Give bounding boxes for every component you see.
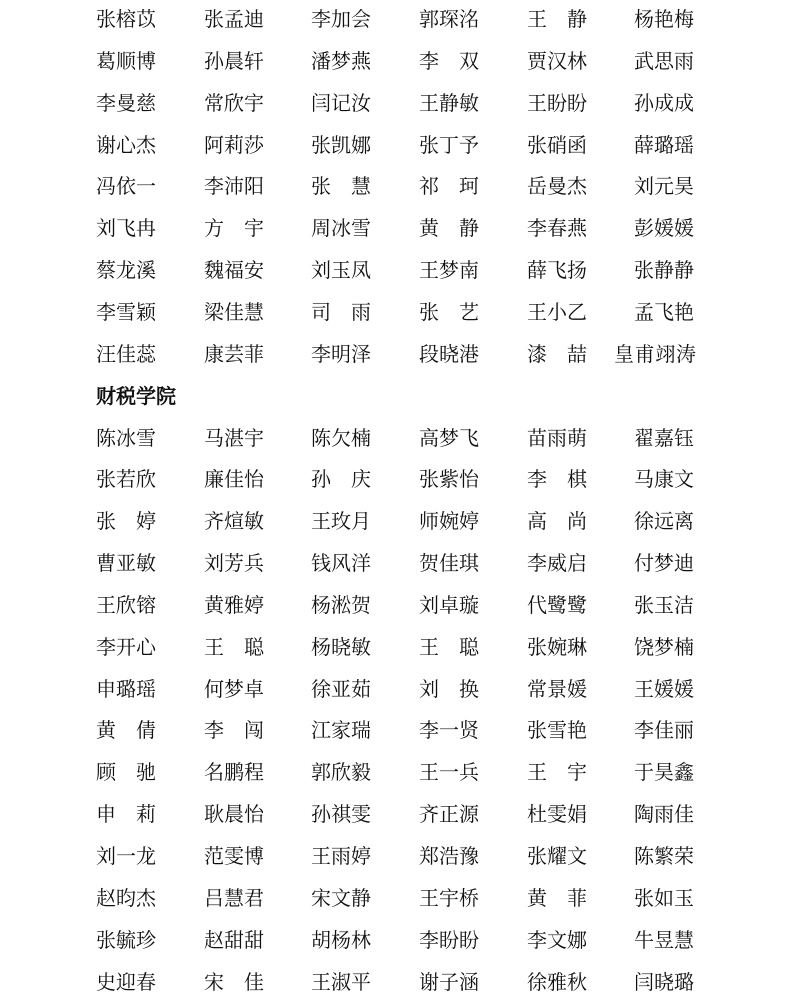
- person-name: 司雨: [311, 299, 371, 324]
- person-name: 黄静: [419, 216, 479, 241]
- person-name: 孙祺雯: [311, 802, 371, 827]
- person-name: 张耀文: [527, 844, 587, 868]
- person-name: 张孟迪: [204, 7, 264, 31]
- name-row: [0, 333, 800, 375]
- person-name: 李沛阳: [204, 174, 264, 199]
- person-name: 张如玉: [634, 885, 694, 910]
- person-name: 杨晓敏: [311, 634, 371, 659]
- person-name: 张榕苡: [96, 7, 156, 31]
- person-name: 顾驰: [96, 760, 156, 785]
- person-name: 蔡龙溪: [96, 258, 156, 283]
- person-name: 潘梦燕: [311, 48, 371, 73]
- name-row: [0, 291, 800, 333]
- person-name: 江家瑞: [311, 718, 371, 743]
- person-name: 王静: [527, 7, 587, 31]
- person-name: 张硝函: [527, 132, 587, 157]
- person-name: 李一贤: [419, 718, 479, 743]
- person-name: 陈冰雪: [96, 425, 156, 450]
- person-name: 刘一龙: [96, 844, 156, 868]
- person-name: 李春燕: [527, 216, 587, 241]
- person-name: 孙成成: [634, 90, 694, 115]
- person-name: 赵甜甜: [204, 927, 264, 952]
- person-name: 常景媛: [527, 676, 587, 701]
- person-name: 黄雅婷: [204, 592, 264, 617]
- person-name: 周冰雪: [311, 216, 371, 241]
- name-row: [0, 542, 800, 584]
- person-name: 康芸菲: [204, 341, 264, 366]
- person-name: 方宇: [204, 216, 264, 241]
- person-name: 齐煊敏: [204, 509, 264, 534]
- person-name: 申璐瑶: [96, 676, 156, 701]
- person-name: 赵昀杰: [96, 885, 156, 910]
- person-name: 张艺: [419, 299, 479, 324]
- person-name: 郑浩豫: [419, 844, 479, 868]
- person-name: 孙晨轩: [204, 48, 264, 73]
- person-name: 王小乙: [527, 299, 587, 324]
- person-name: 耿晨怡: [204, 802, 264, 827]
- person-name: 岳曼杰: [527, 174, 587, 199]
- name-row: [0, 165, 800, 207]
- name-row: [0, 751, 800, 793]
- person-name: 史迎春: [96, 969, 156, 994]
- person-name: 王梦南: [419, 258, 479, 283]
- person-name: 王玫月: [311, 509, 371, 534]
- person-name: 段晓港: [419, 341, 479, 366]
- person-name: 翟嘉钰: [634, 425, 694, 450]
- person-name: 王一兵: [419, 760, 479, 785]
- person-name: 代鹭鹭: [527, 592, 587, 617]
- person-name: 张婷: [96, 509, 156, 534]
- person-name: 张凯娜: [311, 132, 371, 157]
- name-row: [0, 40, 800, 82]
- person-name: 李双: [419, 48, 479, 73]
- person-name: 王盼盼: [527, 90, 587, 115]
- person-name: 皇甫翊涛: [614, 341, 696, 366]
- person-name: 张若欣: [96, 467, 156, 492]
- person-name: 刘玉凤: [311, 258, 371, 283]
- person-name: 郭欣毅: [311, 760, 371, 785]
- person-name: 刘换: [419, 676, 479, 701]
- person-name: 谢心杰: [96, 132, 156, 157]
- person-name: 李曼慈: [96, 90, 156, 115]
- person-name: 孙庆: [311, 467, 371, 492]
- name-row: [0, 458, 800, 500]
- name-row: [0, 584, 800, 626]
- person-name: 张婉琳: [527, 634, 587, 659]
- person-name: 李棋: [527, 467, 587, 492]
- person-name: 徐远离: [634, 509, 694, 534]
- person-name: 祁珂: [419, 174, 479, 199]
- person-name: 廉佳怡: [204, 467, 264, 492]
- name-row: [0, 417, 800, 459]
- person-name: 张雪艳: [527, 718, 587, 743]
- person-name: 阿莉莎: [204, 132, 264, 157]
- name-row: [0, 919, 800, 961]
- person-name: 杨艳梅: [634, 7, 694, 31]
- person-name: 苗雨萌: [527, 425, 587, 450]
- person-name: 常欣宇: [204, 90, 264, 115]
- name-row: [0, 626, 800, 668]
- name-row: [0, 124, 800, 166]
- person-name: 梁佳慧: [204, 299, 264, 324]
- person-name: 李威启: [527, 551, 587, 576]
- person-name: 李雪颖: [96, 299, 156, 324]
- person-name: 高尚: [527, 509, 587, 534]
- name-row: [0, 961, 800, 1003]
- person-name: 汪佳蕊: [96, 341, 156, 366]
- person-name: 钱风洋: [311, 551, 371, 576]
- person-name: 陈繁荣: [634, 844, 694, 868]
- person-name: 马康文: [634, 467, 694, 492]
- person-name: 张慧: [311, 174, 371, 199]
- person-name: 刘飞冉: [96, 216, 156, 241]
- person-name: 吕慧君: [204, 885, 264, 910]
- person-name: 李明泽: [311, 341, 371, 366]
- person-name: 张丁予: [419, 132, 479, 157]
- person-name: 黄倩: [96, 718, 156, 743]
- name-row: [0, 793, 800, 835]
- person-name: 齐正源: [419, 802, 479, 827]
- name-row: [0, 249, 800, 291]
- person-name: 李开心: [96, 634, 156, 659]
- name-row: [0, 877, 800, 919]
- person-name: 李盼盼: [419, 927, 479, 952]
- name-row: [0, 668, 800, 710]
- name-row: [0, 0, 800, 40]
- person-name: 郭琛洺: [419, 7, 479, 31]
- person-name: 申莉: [96, 802, 156, 827]
- person-name: 闫晓璐: [634, 969, 694, 994]
- person-name: 孟飞艳: [634, 299, 694, 324]
- person-name: 李闯: [204, 718, 264, 743]
- person-name: 张毓珍: [96, 927, 156, 952]
- name-row: [0, 82, 800, 124]
- person-name: 彭媛媛: [634, 216, 694, 241]
- person-name: 陶雨佳: [634, 802, 694, 827]
- person-name: 刘卓璇: [419, 592, 479, 617]
- person-name: 王聪: [419, 634, 479, 659]
- person-name: 冯依一: [96, 174, 156, 199]
- person-name: 徐亚茹: [311, 676, 371, 701]
- person-name: 薛璐瑶: [634, 132, 694, 157]
- person-name: 宋佳: [204, 969, 264, 994]
- name-row: [0, 709, 800, 751]
- person-name: 徐雅秋: [527, 969, 587, 994]
- person-name: 王媛媛: [634, 676, 694, 701]
- person-name: 何梦卓: [204, 676, 264, 701]
- person-name: 王雨婷: [311, 844, 371, 868]
- person-name: 高梦飞: [419, 425, 479, 450]
- person-name: 葛顺博: [96, 48, 156, 73]
- person-name: 名鹏程: [204, 760, 264, 785]
- person-name: 牛昱慧: [634, 927, 694, 952]
- person-name: 曹亚敏: [96, 551, 156, 576]
- person-name: 漆喆: [527, 341, 587, 366]
- person-name: 胡杨林: [311, 927, 371, 952]
- person-name: 闫记汝: [311, 90, 371, 115]
- person-name: 王欣镕: [96, 592, 156, 617]
- person-name: 张静静: [634, 258, 694, 283]
- person-name: 王聪: [204, 634, 264, 659]
- person-name: 武思雨: [634, 48, 694, 73]
- person-name: 王淑平: [311, 969, 371, 994]
- person-name: 黄菲: [527, 885, 587, 910]
- person-name: 杨淞贺: [311, 592, 371, 617]
- person-name: 刘元昊: [634, 174, 694, 199]
- person-name: 张玉洁: [634, 592, 694, 617]
- person-name: 马湛宇: [204, 425, 264, 450]
- person-name: 贾汉林: [527, 48, 587, 73]
- person-name: 王宇: [527, 760, 587, 785]
- name-row: [0, 207, 800, 249]
- person-name: 刘芳兵: [204, 551, 264, 576]
- person-name: 魏福安: [204, 258, 264, 283]
- person-name: 李文娜: [527, 927, 587, 952]
- name-row: [0, 500, 800, 542]
- person-name: 李加会: [311, 7, 371, 31]
- person-name: 师婉婷: [419, 509, 479, 534]
- person-name: 薛飞扬: [527, 258, 587, 283]
- person-name: 谢子涵: [419, 969, 479, 994]
- person-name: 李佳丽: [634, 718, 694, 743]
- person-name: 付梦迪: [634, 551, 694, 576]
- name-row: [0, 835, 800, 877]
- person-name: 贺佳琪: [419, 551, 479, 576]
- person-name: 饶梦楠: [634, 634, 694, 659]
- person-name: 王宇桥: [419, 885, 479, 910]
- section-title: 财税学院: [96, 383, 176, 408]
- person-name: 于昊鑫: [634, 760, 694, 785]
- person-name: 宋文静: [311, 885, 371, 910]
- person-name: 杜雯娟: [527, 802, 587, 827]
- person-name: 王静敏: [419, 90, 479, 115]
- person-name: 张紫怡: [419, 467, 479, 492]
- person-name: 陈欠楠: [311, 425, 371, 450]
- person-name: 范雯博: [204, 844, 264, 868]
